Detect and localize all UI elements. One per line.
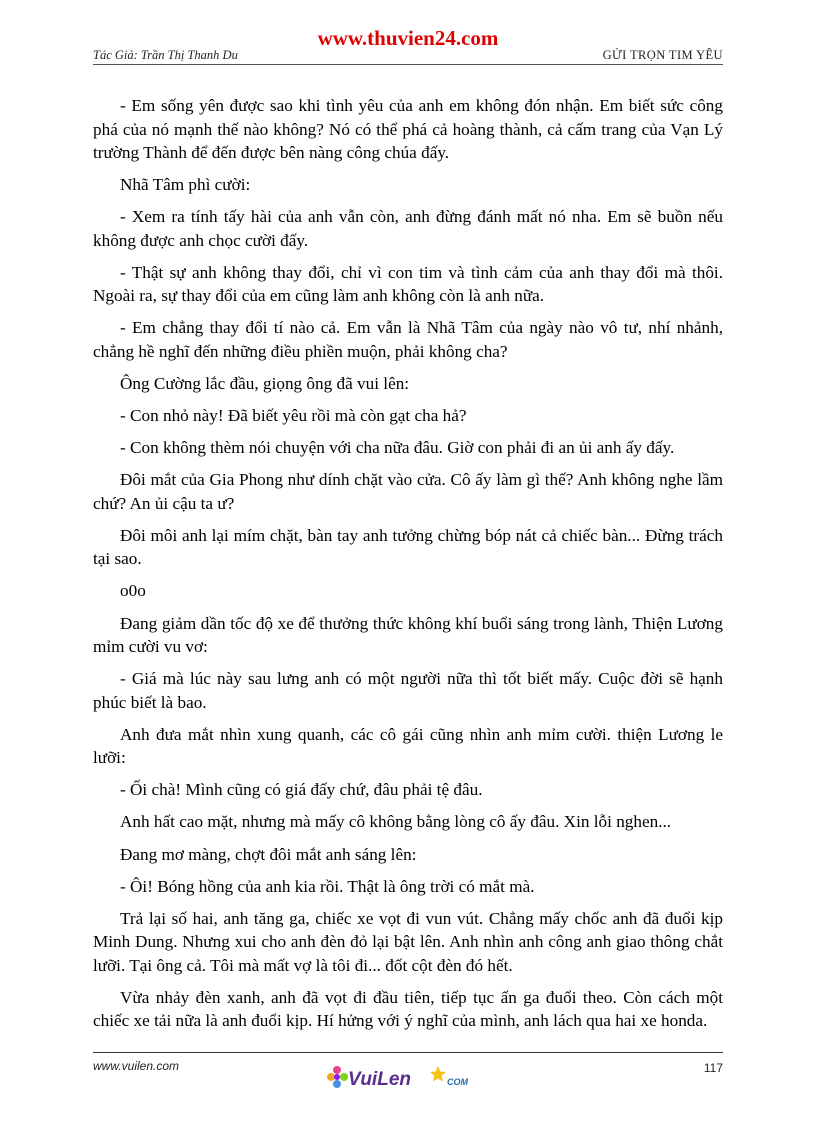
header-author: Tác Giả: Trần Thị Thanh Du: [93, 48, 238, 62]
paragraph: Đôi môi anh lại mím chặt, bàn tay anh tưởng chừng bóp nát cả chiếc bàn... Đừng trách tại sao.: [93, 525, 723, 569]
header-rule: [93, 64, 723, 65]
footer-rule: [93, 1052, 723, 1053]
paragraph: - Em chẳng thay đổi tí nào cả. Em vẫn là Nhã Tâm của ngày nào vô tư, nhí nhảnh, chẳng hề nghĩ đến những điều phiền muộn, phải không cha?: [93, 318, 723, 361]
logo-text: VuiLen: [348, 1069, 411, 1090]
site-url[interactable]: www.thuvien24.com: [317, 26, 499, 50]
logo-suffix: COM: [447, 1077, 468, 1087]
paragraph: Đang giảm dần tốc độ xe để thưởng thức không khí buổi sáng trong lành, Thiện Lương mỉm cười vu vơ:: [93, 613, 723, 657]
paragraph: - Con nhỏ này! Đã biết yêu rồi mà còn gạt cha hả?: [120, 406, 467, 426]
paragraph: Nhã Tâm phì cười:: [120, 175, 251, 195]
flower-icon: [327, 1066, 348, 1088]
paragraph: Vừa nhảy đèn xanh, anh đã vọt đi đầu tiên, tiếp tục ấn ga đuổi theo. Còn cách một chiếc xe tải nữa là anh đuổi kịp. Hí hửng với ý nghĩ của mình, anh lách qua hai xe honda.: [93, 987, 723, 1031]
page-content: [93, 94, 723, 1041]
paragraph: - Ôi! Bóng hồng của anh kia rồi. Thật là ông trời có mắt mà.: [120, 876, 535, 896]
footer-url[interactable]: www.vuilen.com: [93, 1059, 180, 1073]
page-number: 117: [703, 1061, 723, 1075]
paragraph: - Giá mà lúc này sau lưng anh có một người nữa thì tốt biết mấy. Cuộc đời sẽ hạnh phúc biết là bao.: [93, 669, 723, 712]
paragraph: Trả lại số hai, anh tăng ga, chiếc xe vọt đi vun vút. Chẳng mấy chốc anh đã đuổi kịp Minh Dung. Nhưng xui cho anh đèn đỏ lại bật lên. Anh nhìn anh công anh giao thông chắt lưỡi. Tại ông cả. Tôi mà mất vợ là tôi đi... đốt cột đèn đó hết.: [93, 908, 723, 975]
paragraph: Đang mơ màng, chợt đôi mắt anh sáng lên:: [120, 844, 417, 864]
paragraph: - Thật sự anh không thay đổi, chỉ vì con tim và tình cảm của anh thay đổi mà thôi. Ngoài ra, sự thay đổi của em cũng làm anh không còn là anh nữa.: [93, 262, 723, 306]
section-separator: o0o: [120, 581, 146, 601]
paragraph: - Ối chà! Mình cũng có giá đấy chứ, đâu phải tệ đâu.: [120, 780, 483, 800]
paragraph: - Em sống yên được sao khi tình yêu của anh em không đón nhận. Em biết sức công phá của nó mạnh thế nào không? Nó có thể phá cả hoàng thành, cả cấm trang của Vạn Lý trường Thành để đến được bên nàng công chúa đấy.: [93, 96, 723, 162]
paragraph: Đôi mắt của Gia Phong như dính chặt vào cửa. Cô ấy làm gì thế? Anh không nghe lầm chứ? An ủi cậu ta ư?: [93, 470, 723, 513]
vuilen-logo: [326, 1060, 486, 1096]
paragraph: Anh đưa mắt nhìn xung quanh, các cô gái cũng nhìn anh mỉm cười. thiện Lương le lưỡi:: [93, 724, 723, 768]
paragraph: Anh hất cao mặt, nhưng mà mấy cô không bằng lòng cô ấy đâu. Xin lỗi nghen...: [120, 812, 672, 832]
paragraph: Ông Cường lắc đầu, giọng ông đã vui lên:: [120, 373, 410, 393]
paragraph: - Xem ra tính tấy hài của anh vẫn còn, anh đừng đánh mất nó nha. Em sẽ buồn nếu không được anh chọc cười đấy.: [93, 207, 723, 250]
header-book-title: GỬI TRỌN TIM YÊU: [602, 48, 723, 62]
paragraph: - Con không thèm nói chuyện với cha nữa đâu. Giờ con phải đi an ủi anh ấy đấy.: [120, 438, 675, 458]
star-icon: [430, 1066, 446, 1082]
